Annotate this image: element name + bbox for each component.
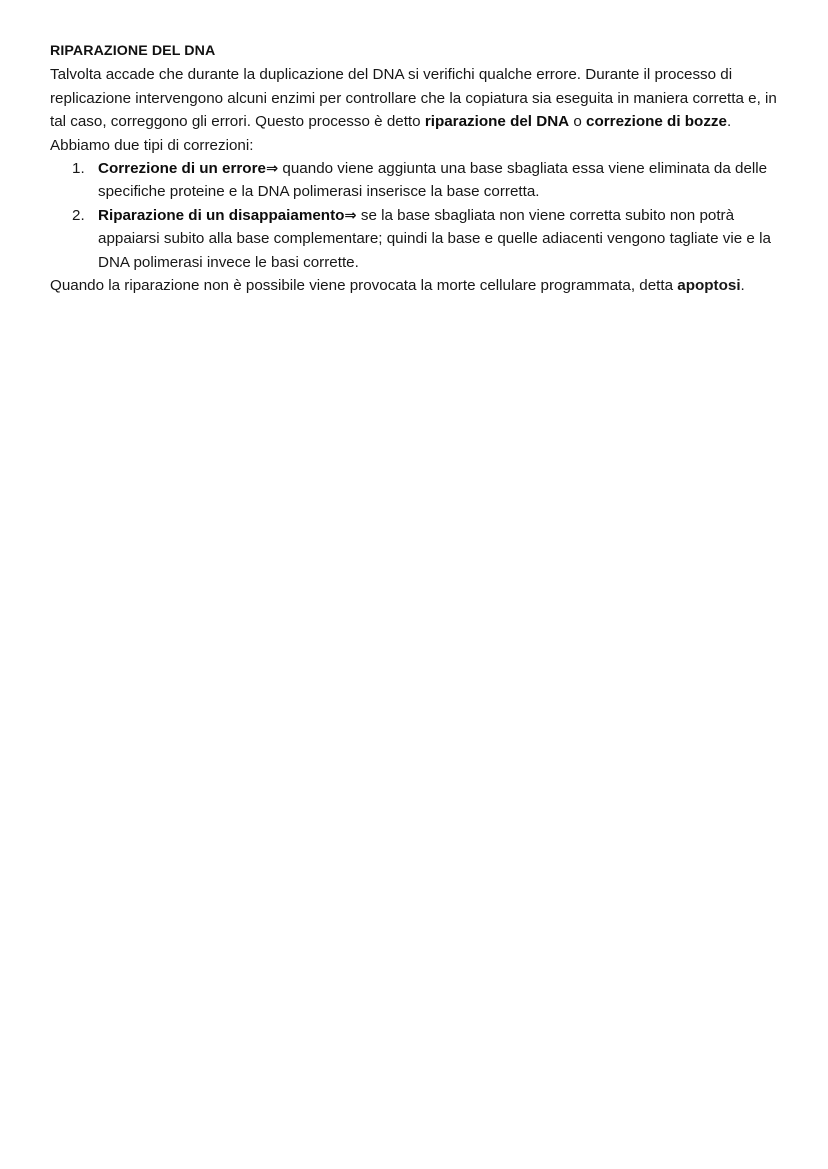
intro-text-segment-2: o	[569, 113, 587, 131]
list-lead-in-text: Abbiamo due tipi di correzioni:	[50, 136, 254, 154]
list-item-body: quando viene aggiunta una base sbagliata essa viene eliminata da delle specifiche proteine e la DNA polimerasi inserisce la base corretta.	[98, 160, 768, 201]
list-item-body: se la base sbagliata non viene corretta subito non potrà appaiarsi subito alla base complementare; quindi la base e quelle adiacenti vengono tagliate vie e la DNA polimerasi invece le basi corrette.	[98, 206, 771, 271]
list-item-bold-lead: Correzione di un errore	[98, 160, 266, 178]
closing-text-segment-2: .	[740, 277, 745, 295]
list-item	[50, 157, 777, 204]
list-item-marker: 1.	[72, 160, 85, 178]
list-item-marker: 2.	[72, 206, 85, 224]
intro-paragraph	[50, 63, 777, 133]
intro-text-segment-3: .	[726, 113, 732, 131]
list-item	[50, 204, 777, 274]
list-item-bold-lead: Riparazione di un disappaiamento	[98, 206, 345, 224]
closing-bold-apoptosi: apoptosi	[677, 277, 741, 295]
intro-bold-correzione-di-bozze: correzione di bozze	[586, 113, 727, 131]
closing-paragraph	[50, 274, 777, 297]
double-arrow-icon: ⇒	[265, 160, 279, 178]
corrections-list	[50, 157, 777, 274]
closing-text-segment-1: Quando la riparazione non è possibile viene provocata la morte cellulare programmata, detta	[50, 277, 678, 295]
page-title: RIPARAZIONE DEL DNA	[50, 43, 216, 59]
double-arrow-icon: ⇒	[344, 206, 357, 224]
document-body	[50, 40, 777, 297]
intro-bold-riparazione-del-dna: riparazione del DNA	[424, 113, 570, 131]
intro-text-segment-1: Talvolta accade che durante la duplicazione del DNA si verifichi qualche errore. Durante il processo di replicazione intervengono alcuni enzimi per controllare che la copiatura sia eseguita in maniera corretta e, in tal caso, correggono gli errori. Questo processo è detto	[50, 66, 777, 131]
